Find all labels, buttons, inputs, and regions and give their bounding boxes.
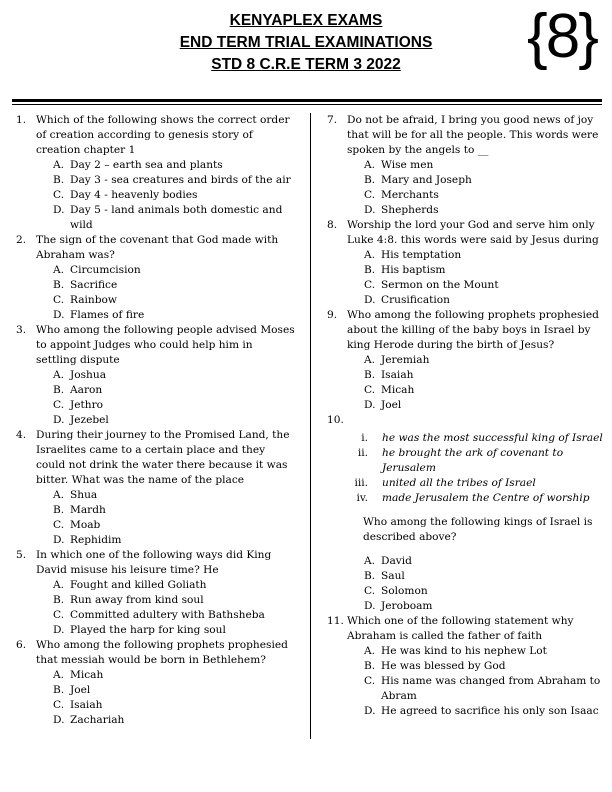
option bbox=[53, 668, 296, 683]
option-text: Run away from kind soul bbox=[70, 594, 204, 606]
option bbox=[364, 674, 604, 704]
option-letter: D. bbox=[364, 204, 376, 216]
option-text: Isaiah bbox=[381, 369, 414, 381]
question-1 bbox=[16, 113, 296, 233]
option bbox=[364, 353, 604, 368]
option-letter: B. bbox=[364, 660, 376, 672]
column-divider bbox=[310, 113, 311, 739]
option-text: Played the harp for king soul bbox=[70, 624, 226, 636]
option-letter: C. bbox=[53, 699, 65, 711]
question-number: 3. bbox=[16, 324, 27, 336]
option-text: Crusification bbox=[381, 294, 450, 306]
option-text: Jezebel bbox=[70, 414, 109, 426]
option-text: Zachariah bbox=[70, 714, 125, 726]
option-letter: D. bbox=[53, 534, 65, 546]
option-letter: A. bbox=[364, 555, 376, 567]
statement-numeral: ii. bbox=[357, 447, 368, 459]
option bbox=[53, 593, 296, 608]
header-rule-thick bbox=[12, 99, 602, 102]
option bbox=[53, 533, 296, 548]
option bbox=[53, 698, 296, 713]
statement-text: made Jerusalem the Centre of worship bbox=[382, 492, 590, 504]
question-text: The sign of the covenant that God made with Abraham was? bbox=[36, 234, 279, 261]
option-letter: A. bbox=[364, 354, 376, 366]
option-letter: D. bbox=[53, 414, 65, 426]
options-list bbox=[36, 488, 296, 548]
option bbox=[364, 293, 604, 308]
option-text: Sacrifice bbox=[70, 279, 118, 291]
question-8 bbox=[327, 218, 604, 308]
question-6 bbox=[16, 638, 296, 728]
question-2 bbox=[16, 233, 296, 323]
option-letter: A. bbox=[53, 159, 65, 171]
question-number: 9. bbox=[327, 309, 338, 321]
options-list bbox=[36, 578, 296, 638]
option bbox=[364, 278, 604, 293]
option-letter: C. bbox=[364, 384, 376, 396]
option bbox=[53, 158, 296, 173]
question-text: Do not be afraid, I bring you good news of joy that will be for all the people. This words were spoken by the angels to __ bbox=[347, 114, 599, 156]
option bbox=[53, 683, 296, 698]
option bbox=[53, 173, 296, 188]
option-letter: B. bbox=[53, 594, 65, 606]
option-letter: C. bbox=[364, 189, 376, 201]
option-text: Day 4 - heavenly bodies bbox=[70, 189, 198, 201]
option bbox=[364, 659, 604, 674]
option-text: He was kind to his nephew Lot bbox=[381, 645, 547, 657]
question-text bbox=[347, 413, 604, 428]
option bbox=[53, 188, 296, 203]
option bbox=[364, 644, 604, 659]
statement bbox=[335, 476, 604, 491]
question-text: Who among the following prophets prophesied about the killing of the baby boys in Israel by king Herode during the birth of Jesus? bbox=[347, 309, 599, 351]
option bbox=[53, 503, 296, 518]
option-text: Isaiah bbox=[70, 699, 103, 711]
option-text: Rainbow bbox=[70, 294, 117, 306]
option-letter: D. bbox=[53, 624, 65, 636]
option bbox=[364, 158, 604, 173]
exam-titles bbox=[120, 10, 492, 76]
question-11 bbox=[327, 614, 604, 719]
option bbox=[364, 263, 604, 278]
options-list bbox=[347, 644, 604, 719]
option-text: Mary and Joseph bbox=[381, 174, 472, 186]
statement bbox=[335, 431, 604, 446]
option-letter: C. bbox=[53, 519, 65, 531]
option bbox=[53, 518, 296, 533]
option-text: Saul bbox=[381, 570, 405, 582]
option-text: Shepherds bbox=[381, 204, 439, 216]
option bbox=[364, 248, 604, 263]
option-letter: C. bbox=[53, 294, 65, 306]
option-letter: C. bbox=[364, 675, 376, 687]
exam-provider-title: KENYAPLEX EXAMS bbox=[229, 12, 383, 29]
question-5 bbox=[16, 548, 296, 638]
options-list bbox=[347, 248, 604, 308]
option-text: Shua bbox=[70, 489, 98, 501]
option-text: Solomon bbox=[381, 585, 428, 597]
options-list bbox=[36, 158, 296, 233]
question-number: 8. bbox=[327, 219, 338, 231]
question-text: Who among the following prophets prophesied that messiah would be born in Bethlehem? bbox=[36, 639, 288, 666]
statement-numeral: iii. bbox=[354, 477, 368, 489]
option-letter: B. bbox=[53, 279, 65, 291]
statement-numeral: iv. bbox=[356, 492, 368, 504]
option-text: Jethro bbox=[70, 399, 104, 411]
option bbox=[53, 278, 296, 293]
option-text: Jeroboam bbox=[381, 600, 433, 612]
option-text: Flames of fire bbox=[70, 309, 145, 321]
option-text: Joel bbox=[381, 399, 402, 411]
option-text: His temptation bbox=[381, 249, 462, 261]
option-text: Sermon on the Mount bbox=[381, 279, 499, 291]
option-letter: D. bbox=[364, 600, 376, 612]
option-text: Day 5 - land animals both domestic and wild bbox=[70, 204, 283, 231]
option-text: Day 2 – earth sea and plants bbox=[70, 159, 223, 171]
option-letter: B. bbox=[53, 504, 65, 516]
statement bbox=[335, 491, 604, 506]
option-letter: B. bbox=[364, 369, 376, 381]
option-letter: A. bbox=[53, 369, 65, 381]
option-letter: D. bbox=[364, 705, 376, 717]
option-letter: D. bbox=[53, 714, 65, 726]
option-letter: C. bbox=[53, 399, 65, 411]
option-letter: B. bbox=[364, 570, 376, 582]
option bbox=[364, 173, 604, 188]
option-text: Day 3 - sea creatures and birds of the air bbox=[70, 174, 291, 186]
option-letter: A. bbox=[53, 669, 65, 681]
option bbox=[53, 383, 296, 398]
option bbox=[53, 308, 296, 323]
options-list bbox=[347, 554, 604, 614]
option-letter: B. bbox=[364, 264, 376, 276]
options-list bbox=[347, 353, 604, 413]
option-letter: D. bbox=[364, 399, 376, 411]
option-text: Merchants bbox=[381, 189, 439, 201]
left-column bbox=[16, 113, 296, 728]
option-letter: C. bbox=[364, 585, 376, 597]
option-text: He agreed to sacrifice his only son Isaac bbox=[381, 705, 599, 717]
option-letter: C. bbox=[364, 279, 376, 291]
option-letter: B. bbox=[53, 684, 65, 696]
option-text: Joshua bbox=[70, 369, 107, 381]
option-letter: C. bbox=[53, 189, 65, 201]
question-number: 6. bbox=[16, 639, 27, 651]
option bbox=[53, 263, 296, 278]
option-text: Jeremiah bbox=[381, 354, 430, 366]
option-text: Joel bbox=[70, 684, 91, 696]
question-text: In which one of the following ways did King David misuse his leisure time? He bbox=[36, 549, 272, 576]
option-text: Aaron bbox=[70, 384, 103, 396]
option-text: Circumcision bbox=[70, 264, 141, 276]
options-list bbox=[36, 263, 296, 323]
option bbox=[53, 488, 296, 503]
option-text: Committed adultery with Bathsheba bbox=[70, 609, 265, 621]
option bbox=[364, 584, 604, 599]
option bbox=[53, 398, 296, 413]
question-number: 11. bbox=[327, 615, 344, 627]
statements-list bbox=[327, 431, 604, 506]
question-3 bbox=[16, 323, 296, 428]
option-letter: A. bbox=[53, 579, 65, 591]
option bbox=[364, 554, 604, 569]
question-number: 5. bbox=[16, 549, 27, 561]
option-letter: A. bbox=[53, 489, 65, 501]
option-letter: B. bbox=[53, 174, 65, 186]
option bbox=[364, 599, 604, 614]
option-text: He was blessed by God bbox=[381, 660, 506, 672]
question-text: Worship the lord your God and serve him only Luke 4:8. this words were said by Jesus during bbox=[347, 219, 599, 246]
option-text: Wise men bbox=[381, 159, 434, 171]
header-rule-thin bbox=[12, 104, 602, 105]
question-10-body bbox=[327, 515, 604, 614]
option-letter: A. bbox=[364, 645, 376, 657]
option-text: His name was changed from Abraham to Abram bbox=[381, 675, 601, 702]
question-text: Which one of the following statement why Abraham is called the father of faith bbox=[347, 615, 574, 642]
exam-header bbox=[0, 2, 612, 86]
exam-subject-title: STD 8 C.R.E TERM 3 2022 bbox=[211, 56, 401, 73]
option-text: Mardh bbox=[70, 504, 106, 516]
right-column bbox=[327, 113, 604, 719]
option-letter: A. bbox=[53, 264, 65, 276]
statement-text: he brought the ark of covenant to Jerusalem bbox=[382, 447, 564, 474]
question-text: Which of the following shows the correct order of creation according to genesis story of creation chapter 1 bbox=[36, 114, 290, 156]
option-text: Moab bbox=[70, 519, 101, 531]
question-text: Who among the following people advised Moses to appoint Judges who could help him in settling dispute bbox=[36, 324, 295, 366]
option-text: Rephidim bbox=[70, 534, 122, 546]
option-text: David bbox=[381, 555, 412, 567]
statement-numeral: i. bbox=[361, 432, 368, 444]
option bbox=[364, 368, 604, 383]
option bbox=[364, 398, 604, 413]
option-letter: A. bbox=[364, 159, 376, 171]
option bbox=[53, 608, 296, 623]
options-list bbox=[347, 158, 604, 218]
question-text: During their journey to the Promised Land, the Israelites came to a certain place and they could not drink the water there because it was bitter. What was the name of the place bbox=[36, 429, 290, 486]
exam-type-title: END TERM TRIAL EXAMINATIONS bbox=[179, 34, 433, 51]
option bbox=[53, 293, 296, 308]
option-letter: D. bbox=[364, 294, 376, 306]
option-text: Micah bbox=[70, 669, 104, 681]
options-list bbox=[36, 668, 296, 728]
statement-text: united all the tribes of Israel bbox=[382, 477, 536, 489]
question-number: 4. bbox=[16, 429, 27, 441]
option bbox=[53, 203, 296, 233]
option bbox=[364, 383, 604, 398]
grade-badge: {8} bbox=[527, 2, 597, 71]
question-4 bbox=[16, 428, 296, 548]
option bbox=[364, 203, 604, 218]
options-list bbox=[36, 368, 296, 428]
question-number: 7. bbox=[327, 114, 338, 126]
option bbox=[53, 413, 296, 428]
option-letter: A. bbox=[364, 249, 376, 261]
question-number: 2. bbox=[16, 234, 27, 246]
option-letter: B. bbox=[53, 384, 65, 396]
question-10 bbox=[327, 413, 604, 428]
statement bbox=[335, 446, 604, 476]
option bbox=[53, 578, 296, 593]
question-number: 10. bbox=[327, 414, 344, 426]
question-7 bbox=[327, 113, 604, 218]
option-text: Micah bbox=[381, 384, 415, 396]
option bbox=[364, 188, 604, 203]
statement-text: he was the most successful king of Israel bbox=[382, 432, 603, 444]
question-stem: Who among the following kings of Israel is described above? bbox=[363, 516, 593, 543]
question-9 bbox=[327, 308, 604, 413]
option bbox=[53, 368, 296, 383]
option-text: Fought and killed Goliath bbox=[70, 579, 207, 591]
option bbox=[53, 713, 296, 728]
option bbox=[53, 623, 296, 638]
option bbox=[364, 704, 604, 719]
option bbox=[364, 569, 604, 584]
option-letter: D. bbox=[53, 309, 65, 321]
option-letter: B. bbox=[364, 174, 376, 186]
option-letter: C. bbox=[53, 609, 65, 621]
option-letter: D. bbox=[53, 204, 65, 216]
question-number: 1. bbox=[16, 114, 27, 126]
option-text: His baptism bbox=[381, 264, 446, 276]
